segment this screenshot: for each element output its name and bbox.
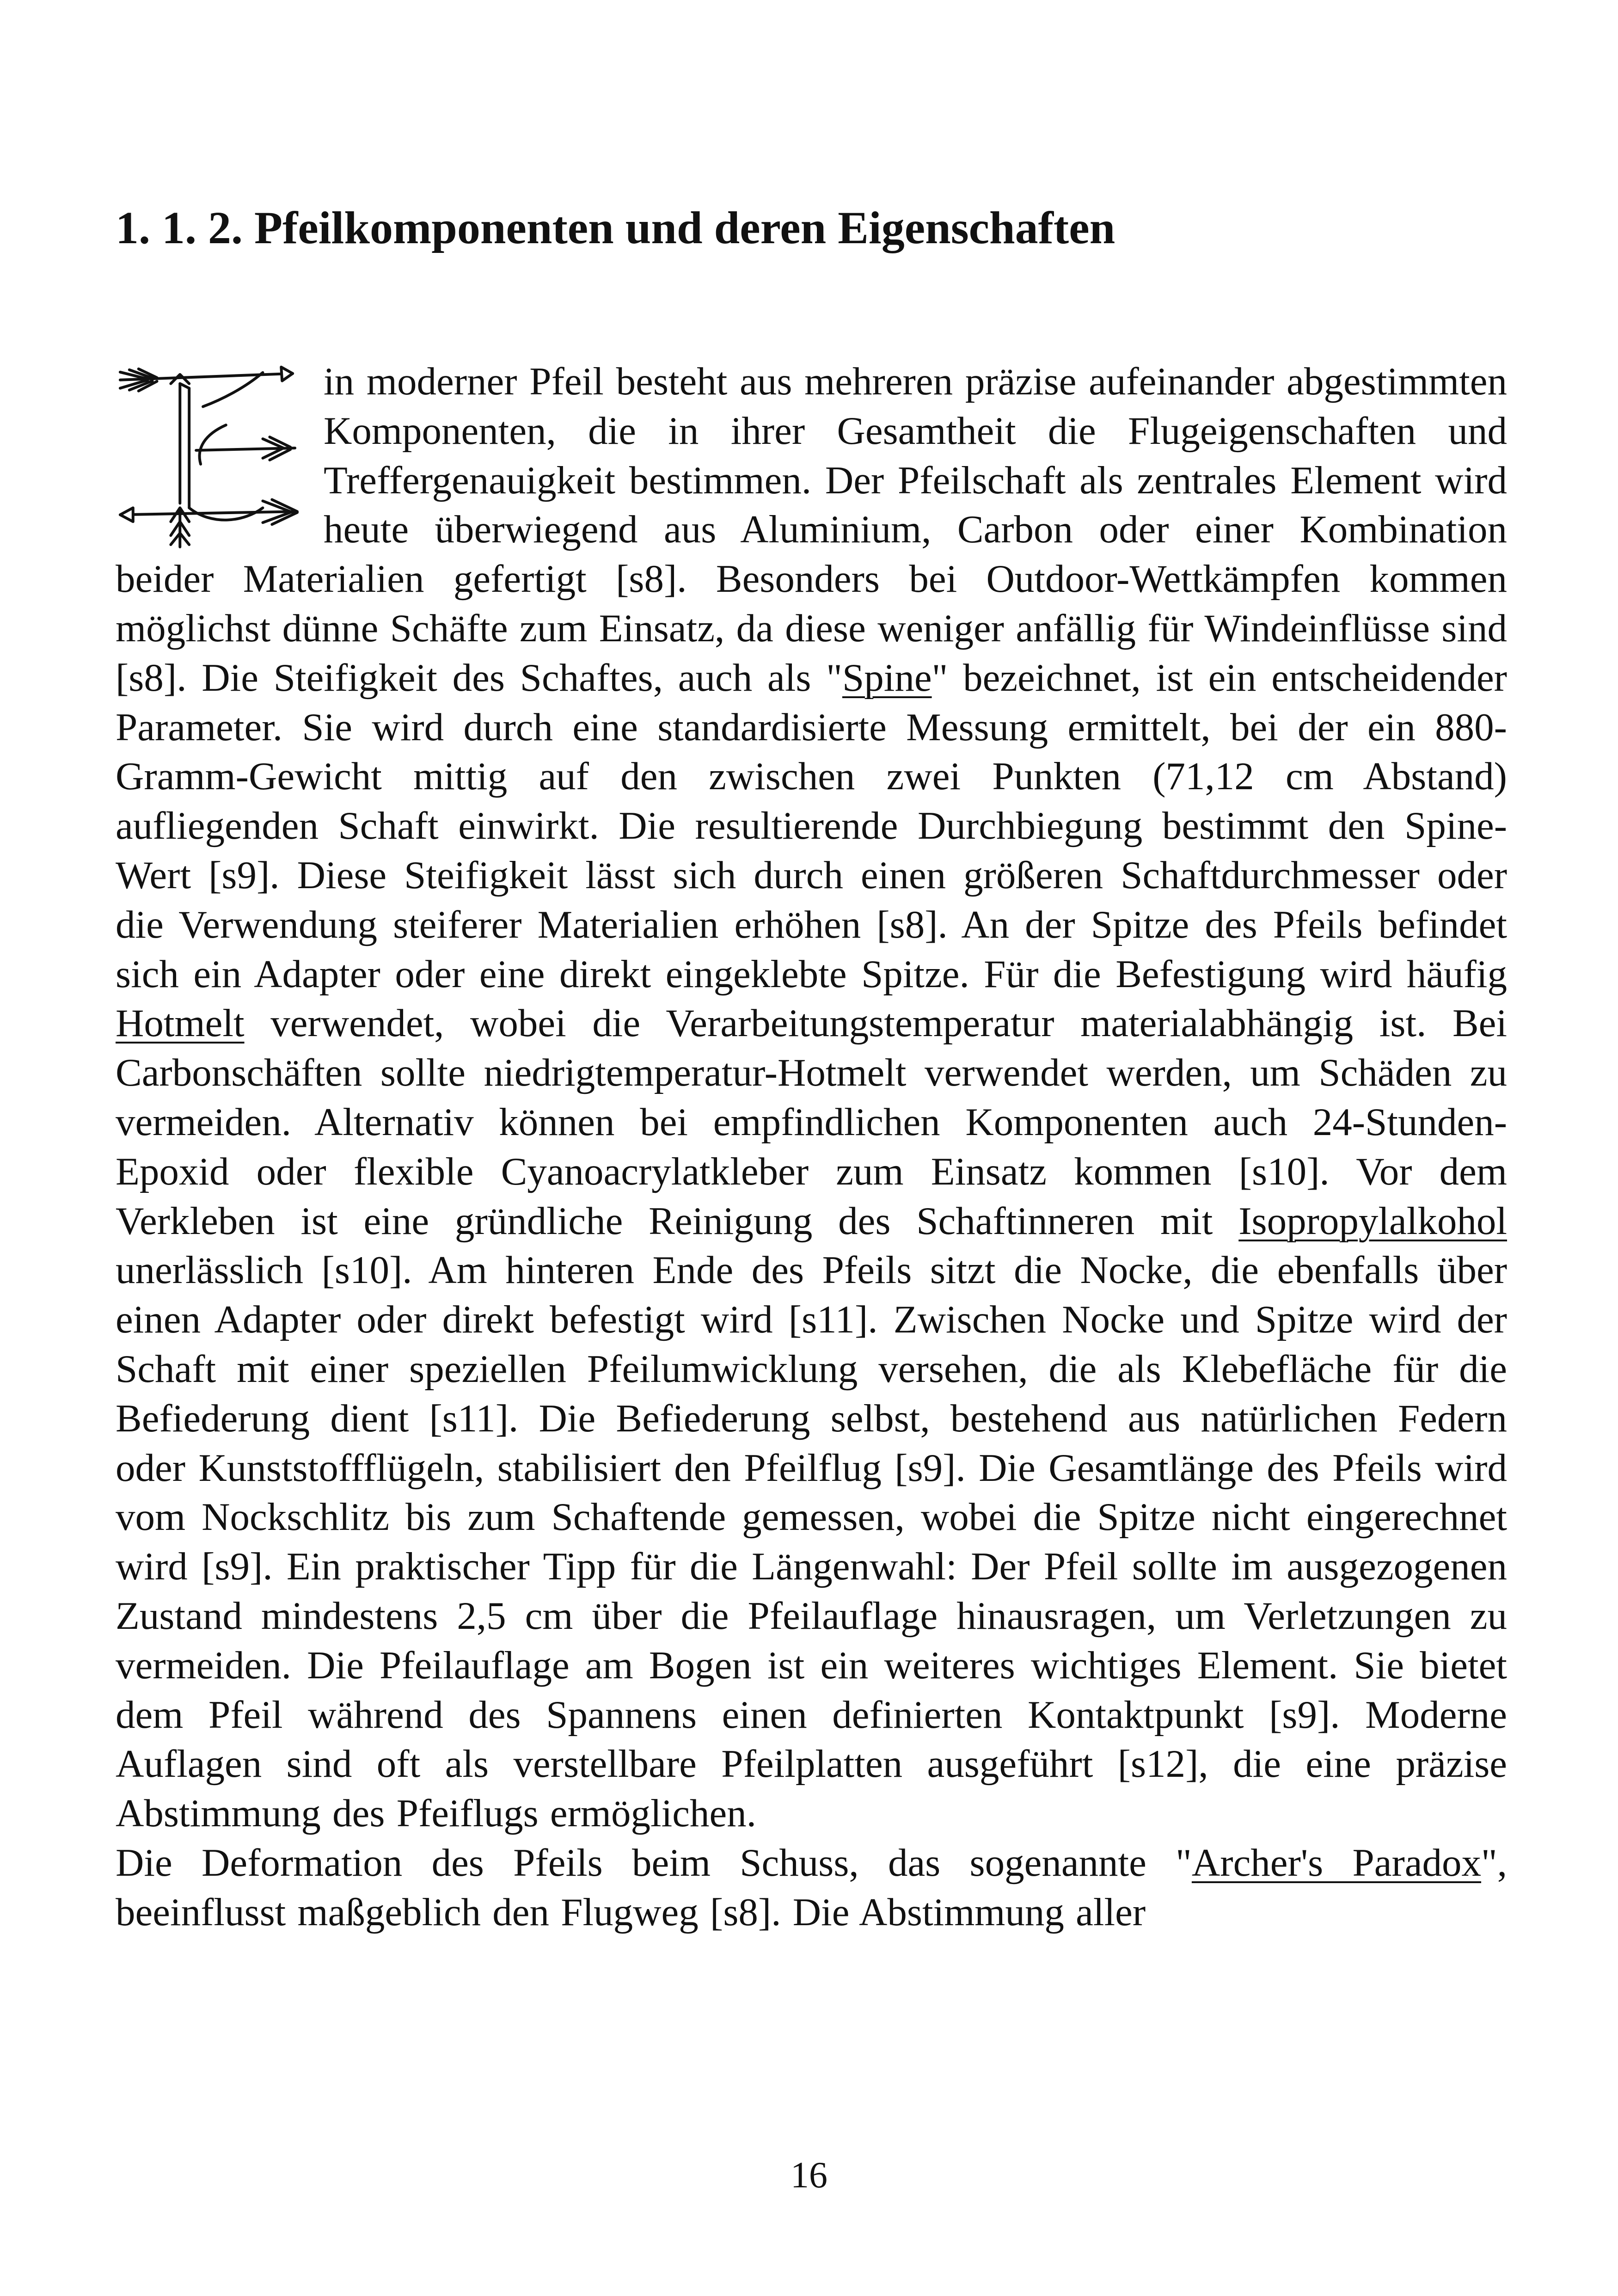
paragraph <box>116 357 1507 1838</box>
term-link[interactable]: Archer's Paradox <box>1191 1841 1482 1885</box>
term-link[interactable]: Spine <box>842 656 932 700</box>
text-segment: in moderner Pfeil besteht aus mehreren präzise aufeinander abgestimmten Komponenten, die in ihrer Gesamtheit die Flugeigenschaften und Treffergenauigkeit bestimmen. Der Pfeilschaft als zentrales Element wird heute überwiegend aus Aluminium, Carbon oder einer Kombination beider Materialien gefertigt [s8]. Besonders bei Outdoor-Wettkämpfen kommen möglichst dünne Schäfte zum Einsatz, da diese weniger anfällig für Windeinflüsse sind [s8]. Die Steifigkeit des Schaftes, auch als " <box>116 360 1507 700</box>
section-heading: 1. 1. 2. Pfeilkomponenten und deren Eigenschaften <box>116 202 1115 253</box>
term-link[interactable]: Isopropylalkohol <box>1238 1199 1507 1243</box>
term-link[interactable]: Hotmelt <box>116 1001 245 1045</box>
page-number: 16 <box>791 2155 827 2196</box>
paragraph <box>116 1838 1507 1937</box>
text-segment: ", beeinflusst maßgeblich den Flugweg [s8]. Die Abstimmung aller <box>116 1841 1507 1934</box>
text-segment: unerlässlich [s10]. Am hinteren Ende des Pfeils sitzt die Nocke, die ebenfalls über einen Adapter oder direkt befestigt wird [s11]. Zwischen Nocke und Spitze wird der Schaft mit einer speziellen Pfeilumwicklung versehen, die als Klebefläche für die Befiederung dient [s11]. Die Befiederung selbst, bestehend aus natürlichen Federn oder Kunststoffflügeln, stabilisiert den Pfeilflug [s9]. Die Gesamtlänge des Pfeils wird vom Nockschlitz bis zum Schaftende gemessen, wobei die Spitze nicht eingerechnet wird [s9]. Ein praktischer Tipp für die Längenwahl: Der Pfeil sollte im ausgezogenen Zustand mindestens 2,5 cm über die Pfeilauflage hinausragen, um Verletzungen zu vermeiden. Die Pfeilauflage am Bogen ist ein weiteres wichtiges Element. Sie bietet dem Pfeil während des Spannens einen definierten Kontaktpunkt [s9]. Moderne Auflagen sind oft als verstellbare Pfeilplatten ausgeführt [s12], die eine präzise Abstimmung des Pfeiflugs ermöglichen. <box>116 1248 1507 1836</box>
arrows-drop-cap-icon <box>111 356 304 550</box>
drop-cap <box>116 357 309 551</box>
body-text <box>116 357 1507 1937</box>
text-segment: " bezeichnet, ist ein entscheidender Parameter. Sie wird durch eine standardisierte Messung ermittelt, bei der ein 880-Gramm-Gewicht mittig auf den zwischen zwei Punkten (71,12 cm Abstand) aufliegenden Schaft einwirkt. Die resultierende Durchbiegung bestimmt den Spine-Wert [s9]. Diese Steifigkeit lässt sich durch einen größeren Schaftdurchmesser oder die Verwendung steiferer Materialien erhöhen [s8]. An der Spitze des Pfeils befindet sich ein Adapter oder eine direkt eingeklebte Spitze. Für die Befestigung wird häufig <box>116 656 1507 996</box>
text-segment: Die Deformation des Pfeils beim Schuss, das sogenannte " <box>116 1841 1192 1885</box>
text-segment: verwendet, wobei die Verarbeitungstemperatur materialabhängig ist. Bei Carbonschäften sollte niedrigtemperatur-Hotmelt verwendet werden, um Schäden zu vermeiden. Alternativ können bei empfindlichen Komponenten auch 24-Stunden-Epoxid oder flexible Cyanoacrylatkleber zum Einsatz kommen [s10]. Vor dem Verkleben ist eine gründliche Reinigung des Schaftinneren mit <box>116 1001 1507 1243</box>
